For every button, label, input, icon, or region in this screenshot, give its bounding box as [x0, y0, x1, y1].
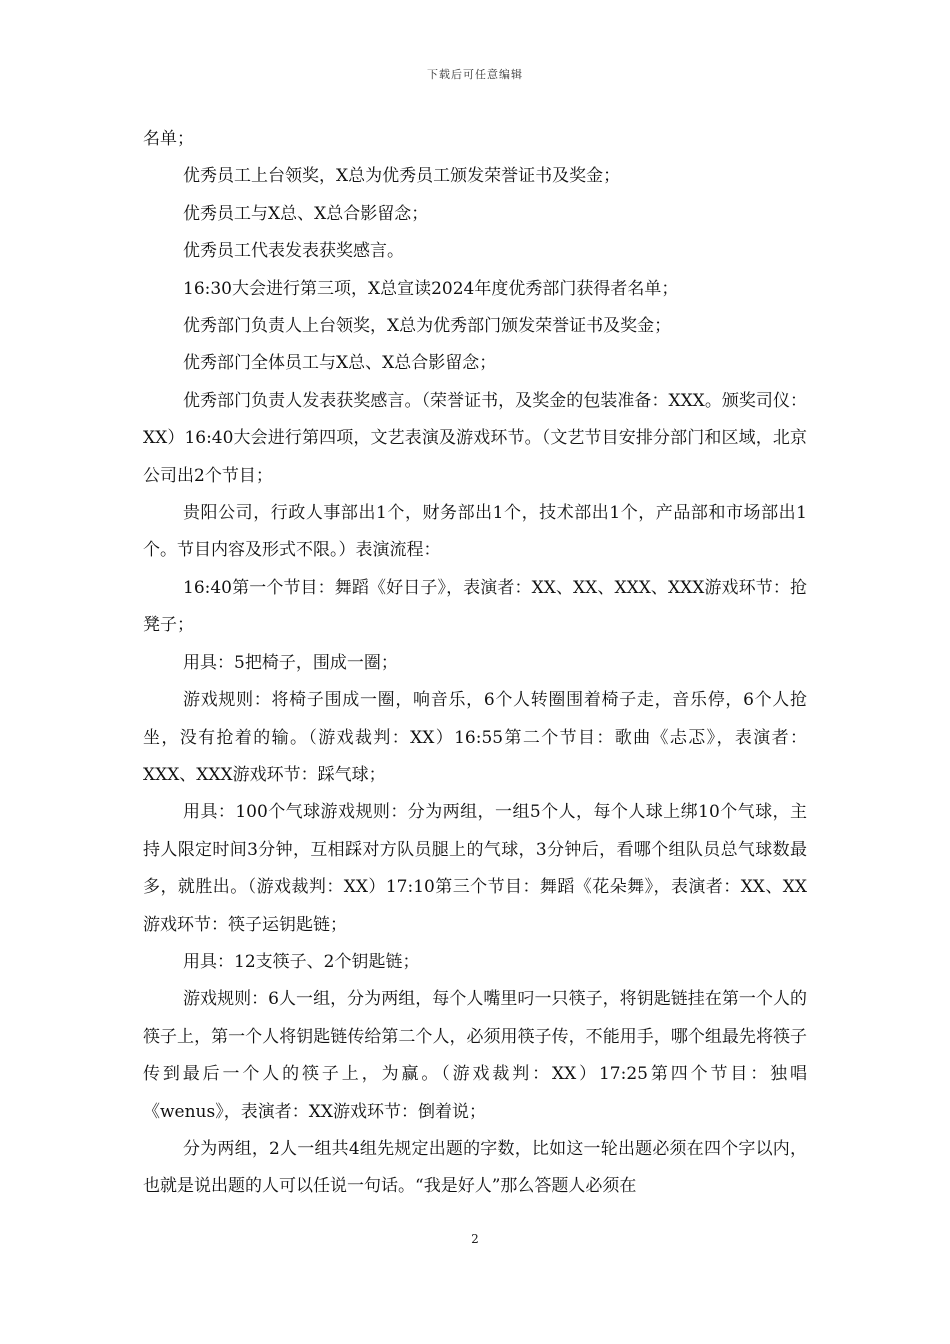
paragraph: 优秀员工上台领奖，X总为优秀员工颁发荣誉证书及奖金； — [183, 166, 621, 187]
paragraph: 用具：100个气球游戏规则：分为两组，一组5个人，每个人球上绑10个气球，主持人限定时间3分钟，互相踩对方队员腿上的气球，3分钟后，看哪个组队员总气球数最多，就胜出。（游戏裁判：XX）17:10第三个节目：舞蹈《花朵舞》，表演者：XX、XX游戏环节：筷子运钥匙链； — [143, 802, 807, 935]
page-number: 2 — [471, 1232, 479, 1246]
paragraph: 游戏规则：将椅子围成一圈，响音乐，6个人转圈围着椅子走，音乐停，6个人抢坐，没有抢着的输。（游戏裁判：XX）16:55第二个节目：歌曲《忐忑》，表演者：XXX、XXX游戏环节：踩气球； — [143, 690, 807, 785]
paragraph: 用具：12支筷子、2个钥匙链； — [183, 951, 420, 972]
paragraph: 16:40第一个节目：舞蹈《好日子》，表演者：XX、XX、XXX、XXX游戏环节：抢凳子； — [143, 577, 807, 636]
paragraph: 分为两组，2人一组共4组先规定出题的字数，比如这一轮出题必须在四个字以内，也就是说出题的人可以任说一句话。“我是好人”那么答题人必须在 — [143, 1138, 807, 1197]
paragraph: 游戏规则：6人一组，分为两组，每个人嘴里叼一只筷子，将钥匙链挂在第一个人的筷子上，第一个人将钥匙链传给第二个人，必须用筷子传，不能用手，哪个组最先将筷子传到最后一个人的筷子上，为赢。（游戏裁判：XX）17:25第四个节目：独唱《wenus》，表演者：XX游戏环节：倒着说； — [143, 989, 807, 1122]
paragraph: 16:30大会进行第三项，X总宣读2024年度优秀部门获得者名单； — [183, 278, 679, 299]
paragraph: 优秀部门负责人上台领奖，X总为优秀部门颁发荣誉证书及奖金； — [183, 316, 672, 337]
paragraph: 优秀部门全体员工与X总、X总合影留念； — [183, 353, 497, 374]
paragraph: 名单； — [143, 129, 194, 149]
paragraph: 优秀部门负责人发表获奖感言。（荣誉证书，及奖金的包装准备：XXX。颁奖司仪：XX）16:40大会进行第四项，文艺表演及游戏环节。（文艺节目安排分部门和区域，北京公司出2个节目； — [143, 390, 807, 486]
paragraph: 优秀员工与X总、X总合影留念； — [183, 203, 429, 224]
paragraph: 贵阳公司，行政人事部出1个，财务部出1个，技术部出1个，产品部和市场部出1个。节目内容及形式不限。）表演流程： — [143, 503, 807, 561]
paragraph: 优秀员工代表发表获奖感言。 — [183, 241, 404, 262]
paragraph: 用具：5把椅子，围成一圈； — [183, 652, 398, 673]
document-body — [143, 121, 807, 1206]
page-header: 下载后可任意编辑 — [427, 68, 523, 81]
